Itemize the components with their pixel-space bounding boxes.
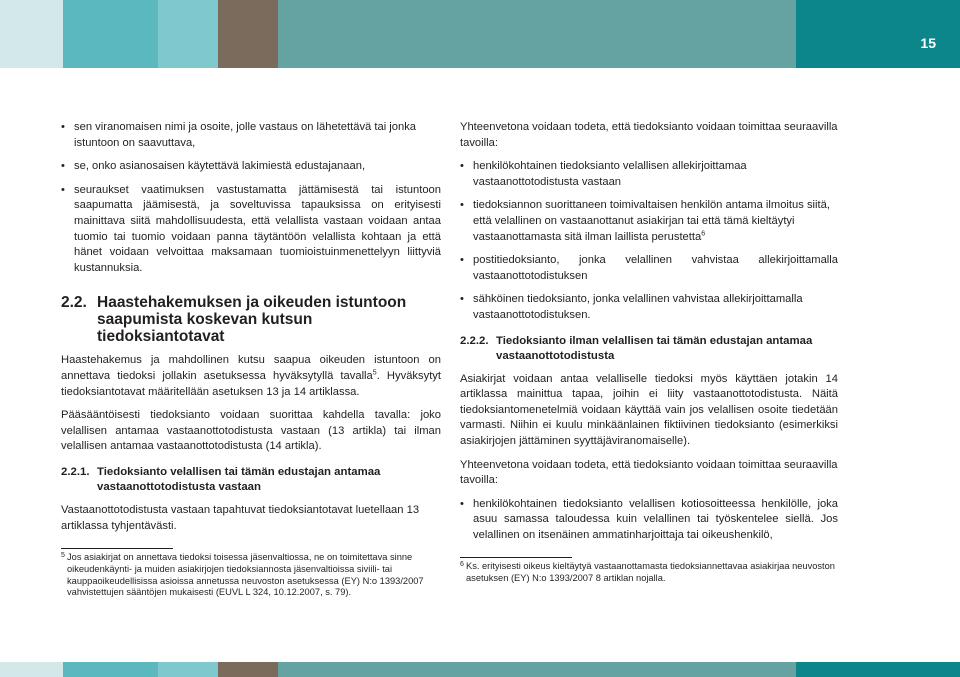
band-segment: [218, 662, 278, 677]
page-number: 15: [920, 35, 936, 51]
band-segment: [218, 0, 278, 68]
top-color-band: [0, 0, 960, 68]
list-item: • sähköinen tiedoksianto, jonka velallinen vahvistaa allekirjoittamalla vastaanottotodistuksen.: [460, 292, 838, 323]
bullet-list: [61, 120, 441, 276]
paragraph: Haastehakemus ja mahdollinen kutsu saapua oikeuden istuntoon on annettava tiedoksi jollakin asetuksessa hyväksytyllä tavalla$^5$. Hyväksytyt tiedoksiantotavat määritellään asetuksen 13 ja 14 artiklassa.: [61, 354, 442, 398]
paragraph: Yhteenvetona voidaan todeta, että tiedoksianto voidaan toimittaa seuraavilla tavoilla:: [460, 121, 838, 149]
band-segment: [158, 0, 218, 68]
subsection-heading: [460, 334, 838, 364]
left-column: [61, 120, 441, 599]
section-title: Haastehakemuksen ja oikeuden istuntoon saapumista koskevan kutsun tiedoksiantotavat: [97, 294, 407, 346]
paragraph: Vastaanottotodistusta vastaan tapahtuvat tiedoksiantotavat luetellaan 13 artiklassa tyhjentävästi.: [61, 503, 420, 532]
list-item: • se, onko asianosaisen käytettävä lakimiestä edustajanaan,: [61, 159, 441, 175]
list-item: • seuraukset vaatimuksen vastustamatta jättämisestä tai istuntoon saapumatta jäämisestä, ja soveltuvissa tapauksissa on erityisesti mainittava siitä mahdollisuudesta, että velallista vastaan voidaan antaa tuomio tai tuomio voidaan panna täytäntöön velallista kohtaan ja että hänet voidaan velvoittaa maksamaan tuomioistuinmenettelyyn liittyviä kustannuksia.: [61, 183, 441, 277]
footnote-text: Jos asiakirjat on annettava tiedoksi toisessa jäsenvaltiossa, ne on toimitettava sinne oikeudenkäynti- ja muiden asiakirjojen tiedoksiannosta jäsenvaltioissa siviili- tai kauppaoikeudellisissa asioissa annetussa neuvoston asetuksessa (EY) N:o 1393/2007 vahvistettujen sääntöjen mukaisesti (EUVL L 324, 10.12.2007, s. 79).: [67, 552, 424, 598]
page-number-block: [796, 0, 960, 68]
paragraph: Yhteenvetona voidaan todeta, että tiedoksianto voidaan toimittaa seuraavilla tavoilla:: [460, 458, 838, 487]
footnote-ref: 6: [701, 229, 706, 237]
list-item: • henkilökohtainen tiedoksianto velallisen allekirjoittamaa vastaanottotodistusta vastaan: [460, 159, 838, 190]
list-item: • henkilökohtainen tiedoksianto velallisen kotiosoitteessa henkilölle, joka asuu samassa taloudessa kuin velallinen tai työskentelee siellä. Jos velallinen on itsenäinen ammatinharjoittaja tai oikeushenkilö,: [460, 497, 838, 544]
subsection-number: 2.2.1.: [61, 465, 90, 478]
band-segment: [796, 662, 960, 677]
bullet-list: [460, 159, 838, 323]
footnote-text: Ks. erityisesti oikeus kieltäytyä vastaanottamasta tiedoksiannettavaa asiakirjaa neuvoston asetuksen (EY) N:o 1393/2007 8 artiklan nojalla.: [466, 561, 835, 584]
footnote-mark: 6: [460, 561, 464, 569]
bottom-color-band: [0, 662, 960, 677]
footnote-divider: [61, 548, 173, 549]
band-segment: [63, 0, 158, 68]
footnote: [460, 561, 838, 585]
band-segment: [158, 662, 218, 677]
paragraph: Asiakirjat voidaan antaa velalliselle tiedoksi myös käyttäen jotakin 14 artiklassa mainittua tapaa, joihin ei liity vastaanottotodistusta. Näitä tiedoksiantomenetelmiä voidaan käyttää vain jos velallisen osoite tiedetään varmasti. Niihin ei kuulu minkäänlainen fiktiivinen tiedoksianto (esimerkiksi asiakirjojen jättäminen syyttäjäviranomaiselle).: [460, 372, 838, 447]
bullet-list: [460, 497, 838, 544]
footnote-divider: [460, 557, 572, 558]
footnote: [61, 552, 441, 599]
paragraph: Pääsääntöisesti tiedoksianto voidaan suorittaa kahdella tavalla: joko velallisen antamaa vastaanottotodistusta vastaan (13 artikla) tai ilman velallisen antamaa vastaanottotodistusta (14 artikla).: [61, 409, 441, 453]
footnote-mark: 5: [61, 552, 65, 560]
right-column: [460, 120, 838, 585]
band-segment: [0, 0, 63, 68]
subsection-heading: [61, 465, 441, 495]
band-segment: [0, 662, 63, 677]
section-number: 2.2.: [61, 294, 87, 312]
list-item: • tiedoksiannon suorittaneen toimivaltaisen henkilön antama ilmoitus siitä, että velallinen on vastaanottanut asiakirjan tai että tämä kieltäytyi vastaanottamasta sitä ilman laillista perustetta$^6$: [460, 198, 838, 245]
band-segment: [63, 662, 158, 677]
list-item: • sen viranomaisen nimi ja osoite, jolle vastaus on lähetettävä tai jonka istuntoon on saavuttava,: [61, 120, 441, 151]
footnote-ref: 5: [372, 369, 377, 377]
band-segment: [278, 0, 796, 68]
subsection-title: Tiedoksianto velallisen tai tämän edustajan antamaa vastaanottotodistusta vastaan: [97, 465, 381, 493]
list-item: • postitiedoksianto, jonka velallinen vahvistaa allekirjoittamalla vastaanottotodistuksen: [460, 253, 838, 284]
band-segment: [278, 662, 796, 677]
subsection-number: 2.2.2.: [460, 334, 489, 347]
section-heading: [61, 294, 441, 345]
subsection-title: Tiedoksianto ilman velallisen tai tämän edustajan antamaa vastaanottotodistusta: [496, 334, 813, 362]
